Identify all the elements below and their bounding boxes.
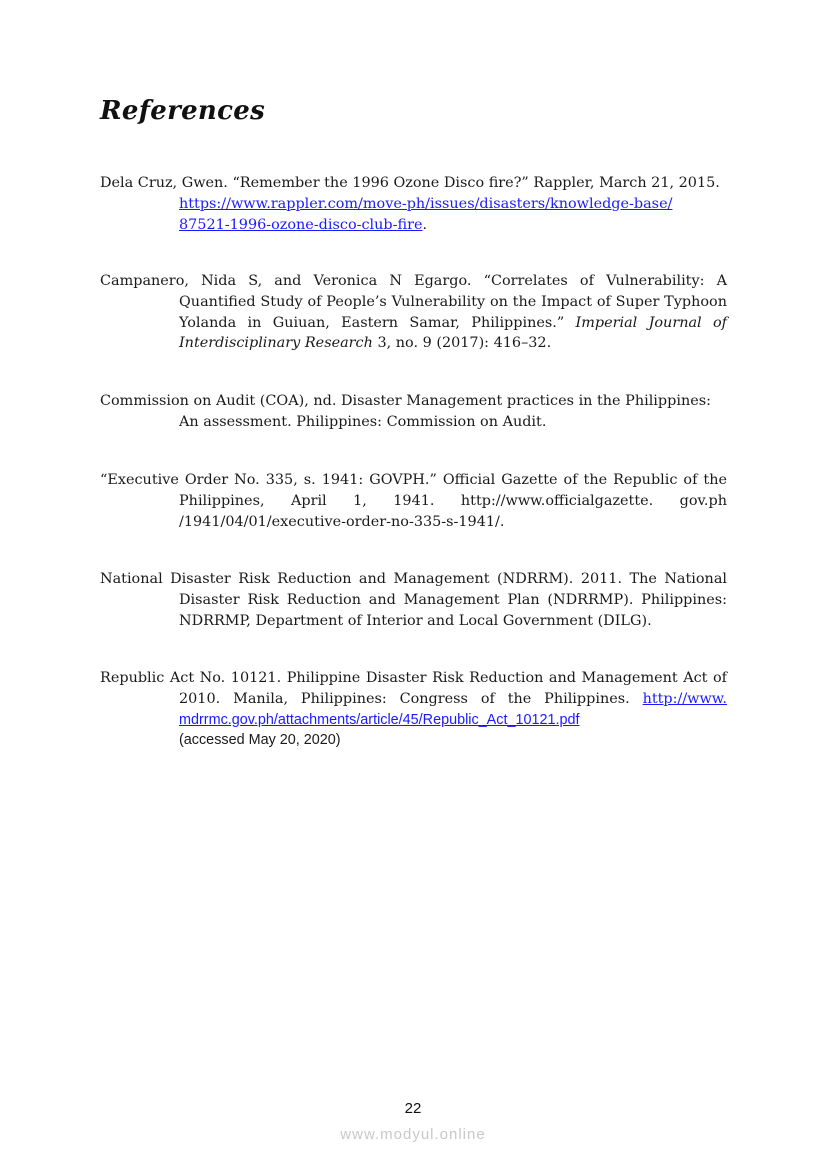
reference-text: National Disaster Risk Reduction and Management (NDRRM). 2011. The National [100,571,727,587]
journal-title: Imperial Journal of [575,314,727,331]
reference-text: Philippines, April 1, 1941. http://www.officialgazette. gov.ph [179,492,727,509]
reference-text: NDRRMP, Department of Interior and Local Government (DILG). [179,612,652,629]
page-title: References [100,96,266,126]
reference-text: 2010. Manila, Philippines: Congress of the Philippines. [179,690,630,707]
reference-text: Quantified Study of People’s Vulnerability on the Impact of Super Typhoon [179,293,727,310]
reference-item [100,271,727,354]
reference-text: . [422,216,428,233]
reference-text: Commission on Audit (COA), nd. Disaster Management practices in the Philippines: [100,393,711,409]
reference-text: An assessment. Philippines: Commission on Audit. [179,413,547,430]
reference-link-continued[interactable]: mdrrmc.gov.ph/attachments/article/45/Republic_Act_10121.pdf [179,711,580,728]
reference-text: “Executive Order No. 335, s. 1941: GOVPH.” Official Gazette of the Republic of the [100,472,727,488]
reference-link-continued[interactable]: 87521-1996-ozone-disco-club-fire [179,216,423,233]
reference-text: (accessed May 20, 2020) [179,732,341,749]
reference-item [100,391,727,433]
reference-text: Campanero, Nida S, and Veronica N Egargo. “Correlates of Vulnerability: A [100,273,727,289]
watermark: www.modyul.online [340,1126,486,1143]
reference-item [100,470,727,532]
reference-text: /1941/04/01/executive-order-no-335-s-1941/. [179,513,505,530]
reference-text: Dela Cruz, Gwen. “Remember the 1996 Ozone Disco fire?” Rappler, March 21, 2015. [100,175,720,191]
reference-item [100,668,727,751]
page-number: 22 [404,1100,422,1117]
reference-link[interactable]: http://www. [642,690,727,707]
reference-item [100,569,727,631]
reference-text: Disaster Risk Reduction and Management Plan (NDRRMP). Philippines: [179,591,727,608]
reference-text: Republic Act No. 10121. Philippine Disaster Risk Reduction and Management Act of [100,670,727,686]
journal-title-continued: Interdisciplinary Research [179,335,373,352]
reference-text: Yolanda in Guiuan, Eastern Samar, Philippines.” [179,314,565,331]
reference-text: 3, no. 9 (2017): 416–32. [372,335,552,352]
reference-link[interactable]: https://www.rappler.com/move-ph/issues/disasters/knowledge-base/ [179,195,673,212]
reference-item [100,173,727,235]
